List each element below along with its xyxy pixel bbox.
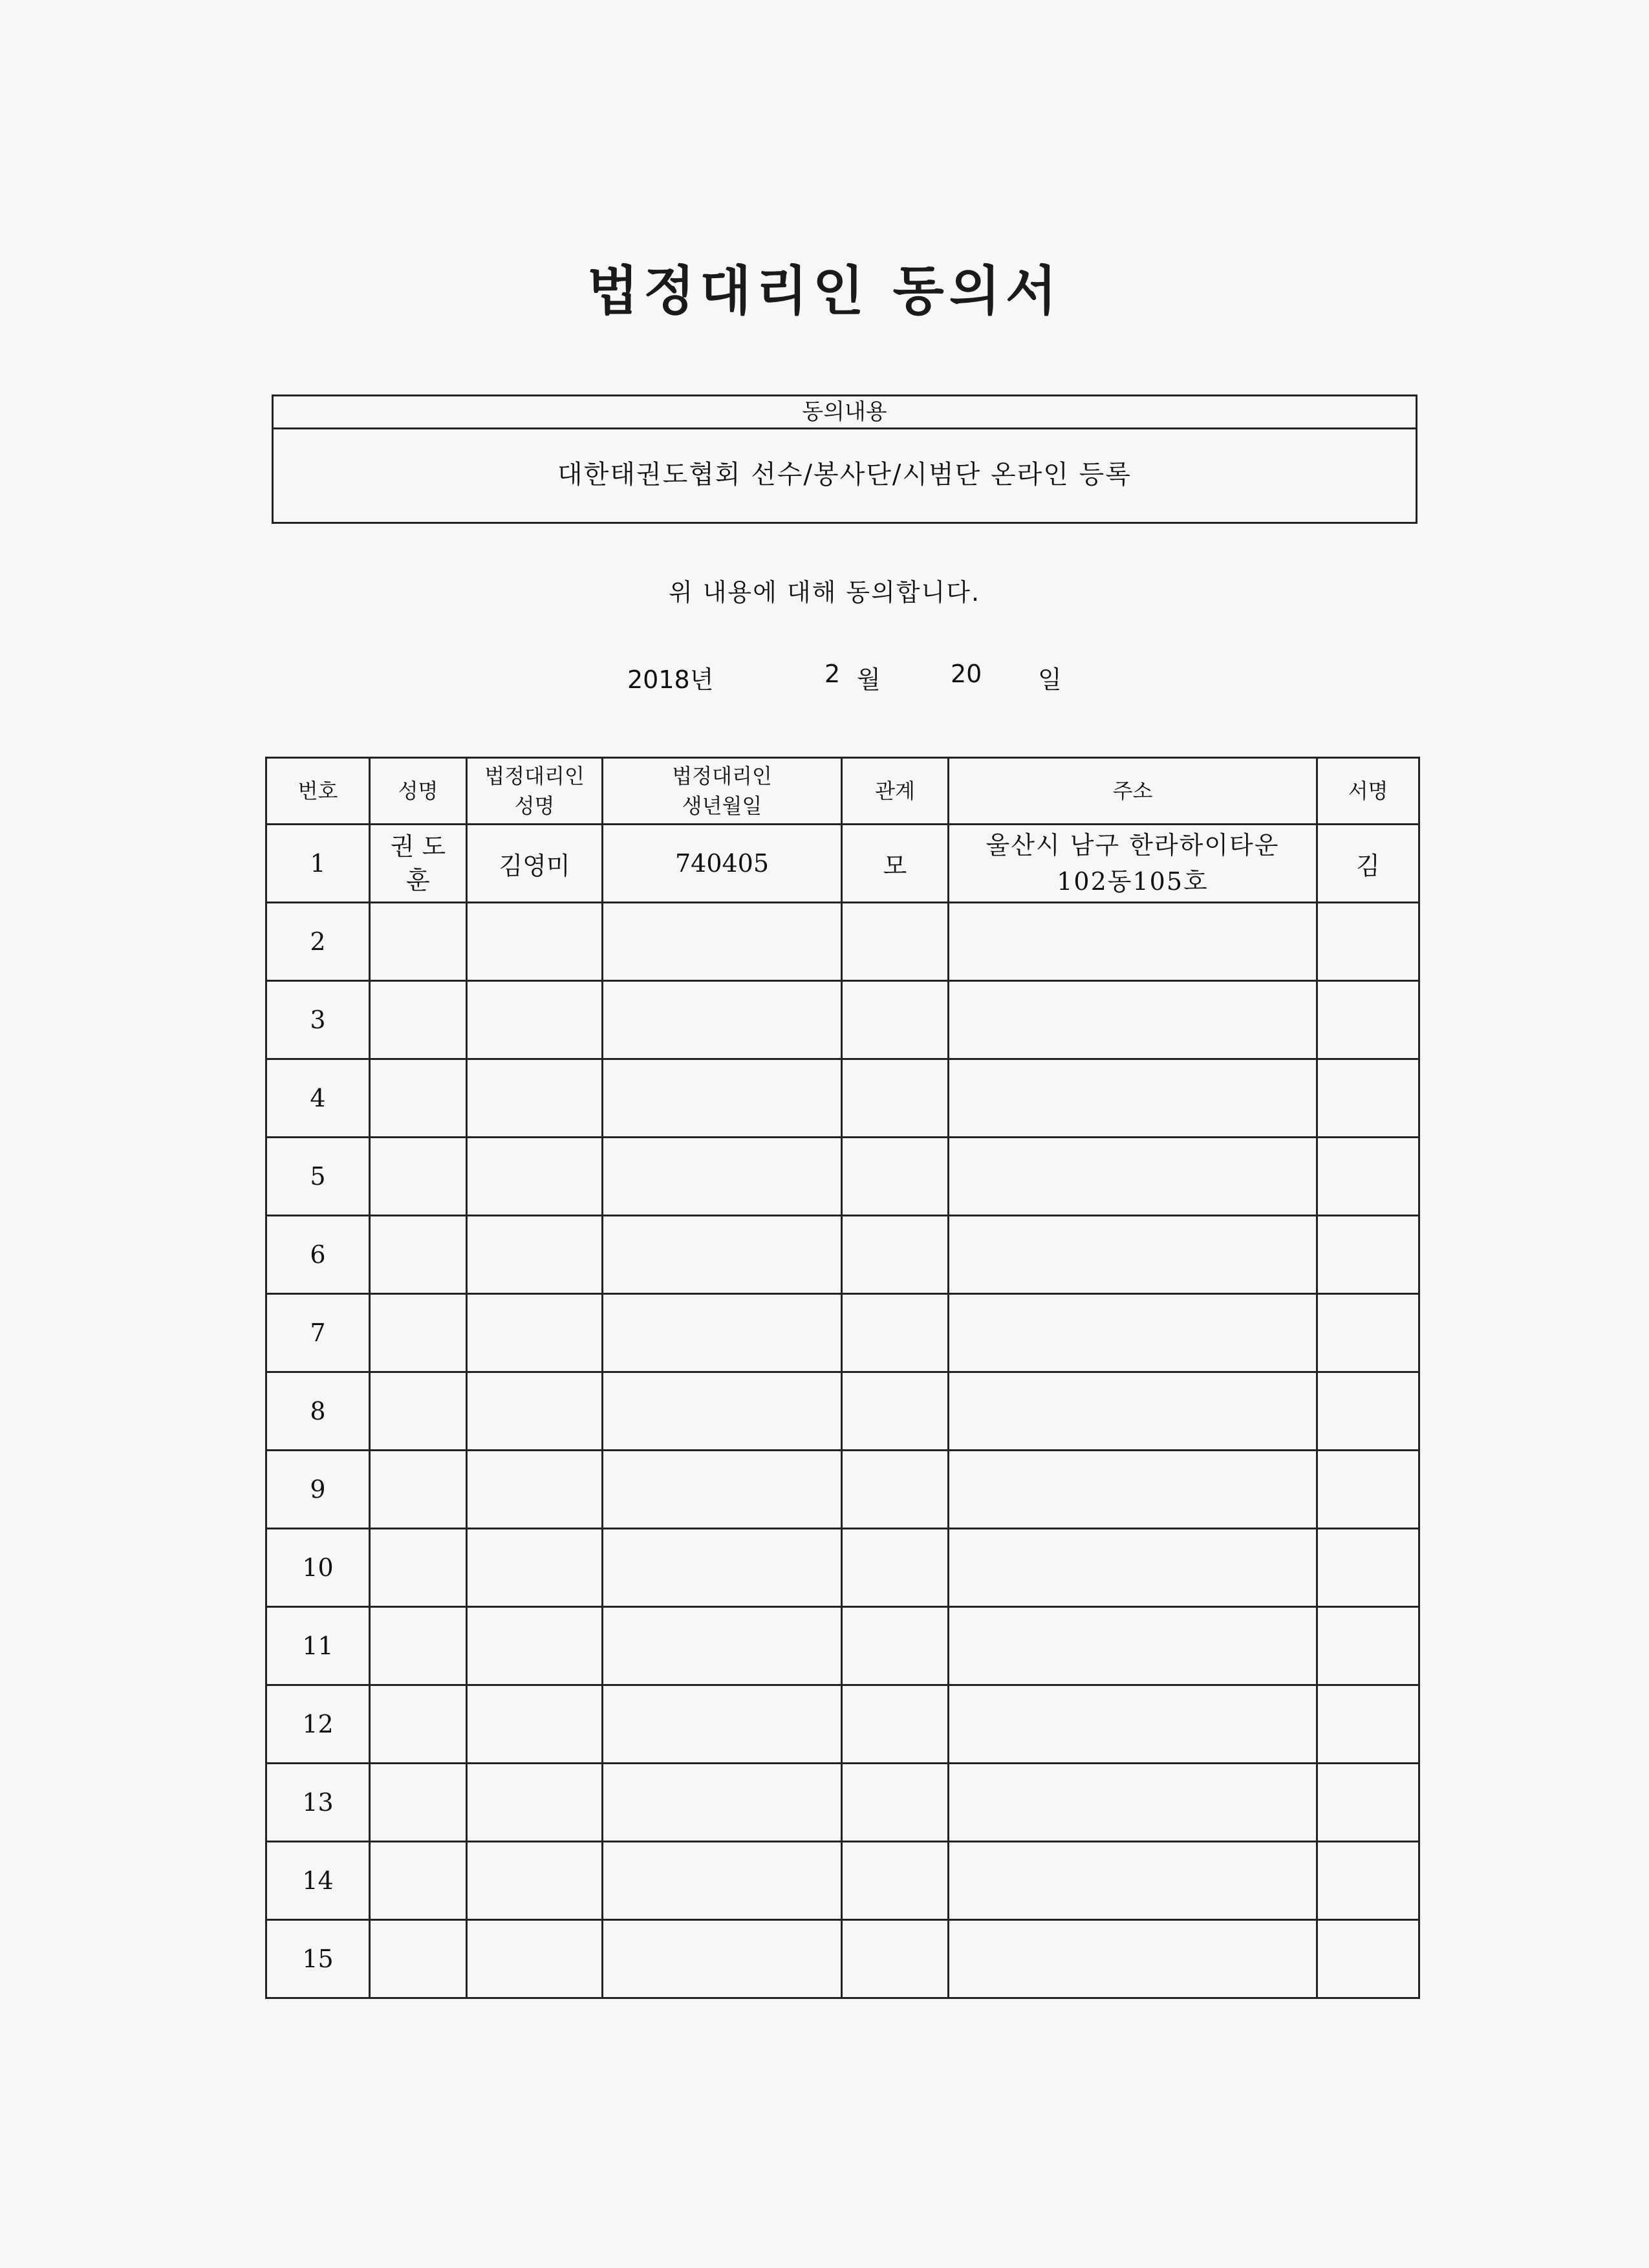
- cell-address: [949, 825, 1317, 903]
- cell-no: 5: [266, 1138, 370, 1216]
- cell-no: 2: [266, 903, 370, 981]
- cell-signature: [1317, 903, 1419, 981]
- table-row: [266, 1138, 1419, 1216]
- cell-signature: [1317, 1216, 1419, 1294]
- guardian-table: [265, 757, 1420, 1999]
- cell-relation: [842, 1529, 949, 1607]
- table-row: [266, 825, 1419, 903]
- cell-signature: [1317, 1059, 1419, 1138]
- cell-address-line2: 102동105호: [1057, 867, 1209, 896]
- cell-signature: [1317, 1685, 1419, 1764]
- cell-name: [370, 903, 467, 981]
- cell-address: [949, 1607, 1317, 1685]
- cell-name: [370, 1685, 467, 1764]
- header-no: 번호: [266, 758, 370, 825]
- cell-guardian-birth: [603, 1607, 842, 1685]
- consent-box: [272, 394, 1417, 524]
- cell-signature: [1317, 1294, 1419, 1372]
- cell-address: [949, 1216, 1317, 1294]
- cell-relation: [842, 1059, 949, 1138]
- cell-name: [370, 1920, 467, 1998]
- cell-address: [949, 1138, 1317, 1216]
- cell-guardian-birth: [603, 1059, 842, 1138]
- cell-guardian-birth: 740405: [603, 825, 842, 903]
- table-row: [266, 1920, 1419, 1998]
- cell-guardian-name: 김영미: [467, 825, 603, 903]
- cell-signature: [1317, 1920, 1419, 1998]
- cell-no: 3: [266, 981, 370, 1059]
- header-address: 주소: [949, 758, 1317, 825]
- cell-guardian-name: [467, 1842, 603, 1920]
- cell-signature: [1317, 1529, 1419, 1607]
- cell-no: 4: [266, 1059, 370, 1138]
- header-guardian-name: [467, 758, 603, 825]
- cell-no: 12: [266, 1685, 370, 1764]
- cell-guardian-birth: [603, 1451, 842, 1529]
- consent-text: 대한태권도협회 선수/봉사단/시범단 온라인 등록: [557, 460, 1132, 490]
- table-row: [266, 1842, 1419, 1920]
- date-month-value: 2: [824, 660, 841, 688]
- cell-relation: 모: [842, 825, 949, 903]
- date-year: 2018년: [627, 665, 714, 694]
- cell-name: [370, 1607, 467, 1685]
- header-signature: 서명: [1317, 758, 1419, 825]
- cell-guardian-name: [467, 1920, 603, 1998]
- cell-relation: [842, 1138, 949, 1216]
- table-row: [266, 1451, 1419, 1529]
- cell-guardian-birth: [603, 1529, 842, 1607]
- cell-name-line2: 훈: [406, 866, 430, 894]
- cell-guardian-name: [467, 1372, 603, 1451]
- cell-guardian-birth: [603, 981, 842, 1059]
- cell-guardian-birth: [603, 1764, 842, 1842]
- header-guardian-birth: [603, 758, 842, 825]
- header-name: 성명: [370, 758, 467, 825]
- cell-guardian-birth: [603, 903, 842, 981]
- table-row: [266, 1529, 1419, 1607]
- consent-header: 동의내용: [274, 396, 1416, 429]
- cell-name: [370, 825, 467, 903]
- table-row: [266, 1764, 1419, 1842]
- cell-address: [949, 1920, 1317, 1998]
- cell-relation: [842, 1764, 949, 1842]
- cell-relation: [842, 1920, 949, 1998]
- cell-no: 7: [266, 1294, 370, 1372]
- cell-name: [370, 1216, 467, 1294]
- cell-guardian-birth: [603, 1920, 842, 1998]
- date-day-label: 일: [1038, 665, 1062, 694]
- cell-guardian-name: [467, 1607, 603, 1685]
- cell-guardian-birth: [603, 1138, 842, 1216]
- cell-name: [370, 1059, 467, 1138]
- cell-guardian-name: [467, 1764, 603, 1842]
- cell-address: [949, 903, 1317, 981]
- cell-no: 15: [266, 1920, 370, 1998]
- cell-relation: [842, 1607, 949, 1685]
- table-row: [266, 981, 1419, 1059]
- cell-relation: [842, 1294, 949, 1372]
- table-row: [266, 1294, 1419, 1372]
- table-row: [266, 1685, 1419, 1764]
- table-row: [266, 1216, 1419, 1294]
- cell-name: [370, 1372, 467, 1451]
- cell-guardian-name: [467, 1059, 603, 1138]
- cell-guardian-name: [467, 1529, 603, 1607]
- cell-no: 13: [266, 1764, 370, 1842]
- cell-guardian-name: [467, 1685, 603, 1764]
- table-row: [266, 903, 1419, 981]
- cell-address: [949, 1529, 1317, 1607]
- cell-name: [370, 1294, 467, 1372]
- cell-address: [949, 1451, 1317, 1529]
- cell-name: [370, 1529, 467, 1607]
- cell-guardian-name: [467, 1216, 603, 1294]
- cell-relation: [842, 1842, 949, 1920]
- cell-relation: [842, 1451, 949, 1529]
- cell-relation: [842, 903, 949, 981]
- cell-guardian-birth: [603, 1685, 842, 1764]
- cell-name-line1: 권 도: [390, 832, 446, 861]
- cell-name: [370, 1138, 467, 1216]
- cell-address: [949, 1372, 1317, 1451]
- header-guardian-name-line2: 성명: [514, 794, 555, 818]
- cell-name: [370, 1451, 467, 1529]
- date-day-value: 20: [951, 660, 982, 688]
- cell-guardian-birth: [603, 1842, 842, 1920]
- cell-signature: 김: [1317, 825, 1419, 903]
- cell-address: [949, 1842, 1317, 1920]
- cell-guardian-name: [467, 1138, 603, 1216]
- cell-relation: [842, 1372, 949, 1451]
- cell-signature: [1317, 1842, 1419, 1920]
- cell-relation: [842, 1685, 949, 1764]
- cell-no: 9: [266, 1451, 370, 1529]
- cell-guardian-birth: [603, 1372, 842, 1451]
- table-header-row: [266, 758, 1419, 825]
- header-guardian-birth-line2: 생년월일: [682, 794, 762, 818]
- cell-signature: [1317, 1764, 1419, 1842]
- page-title: 법정대리인 동의서: [587, 260, 1062, 322]
- cell-no: 1: [266, 825, 370, 903]
- agree-statement: 위 내용에 대해 동의합니다.: [668, 578, 981, 607]
- cell-address: [949, 981, 1317, 1059]
- cell-guardian-name: [467, 981, 603, 1059]
- cell-name: [370, 981, 467, 1059]
- cell-address: [949, 1764, 1317, 1842]
- cell-address-line1: 울산시 남구 한라하이타운: [986, 831, 1280, 859]
- cell-guardian-name: [467, 903, 603, 981]
- date-month-label: 월: [857, 665, 881, 694]
- cell-relation: [842, 1216, 949, 1294]
- cell-guardian-birth: [603, 1294, 842, 1372]
- header-guardian-birth-line1: 법정대리인: [672, 764, 772, 788]
- cell-signature: [1317, 1607, 1419, 1685]
- cell-guardian-birth: [603, 1216, 842, 1294]
- table-row: [266, 1372, 1419, 1451]
- header-relation: 관계: [842, 758, 949, 825]
- cell-no: 14: [266, 1842, 370, 1920]
- cell-guardian-name: [467, 1451, 603, 1529]
- cell-no: 8: [266, 1372, 370, 1451]
- cell-address: [949, 1685, 1317, 1764]
- cell-address: [949, 1294, 1317, 1372]
- cell-no: 10: [266, 1529, 370, 1607]
- cell-name: [370, 1764, 467, 1842]
- cell-no: 11: [266, 1607, 370, 1685]
- cell-signature: [1317, 1138, 1419, 1216]
- cell-guardian-name: [467, 1294, 603, 1372]
- cell-relation: [842, 981, 949, 1059]
- cell-signature: [1317, 981, 1419, 1059]
- cell-name: [370, 1842, 467, 1920]
- table-row: [266, 1059, 1419, 1138]
- cell-signature: [1317, 1451, 1419, 1529]
- cell-no: 6: [266, 1216, 370, 1294]
- header-guardian-name-line1: 법정대리인: [484, 764, 585, 788]
- table-row: [266, 1607, 1419, 1685]
- cell-address: [949, 1059, 1317, 1138]
- cell-signature: [1317, 1372, 1419, 1451]
